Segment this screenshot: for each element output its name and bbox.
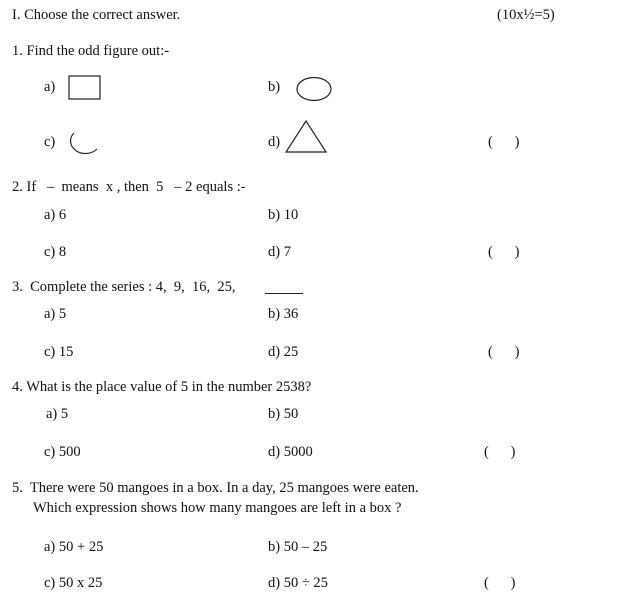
section-title: I. Choose the correct answer. [12,7,181,23]
q5-option-d: d) 50 ÷ 25 [268,575,328,591]
q3-option-d: d) 25 [268,344,299,360]
q1-option-a-label: a) [44,79,56,95]
q1-answer-parens[interactable]: ( ) [488,134,520,150]
question-4-text: 4. What is the place value of 5 in the number 2538? [12,379,312,395]
triangle-icon [284,119,328,155]
q1-option-c-label: c) [44,134,56,150]
q2-option-d: d) 7 [268,244,291,260]
q2-option-c: c) 8 [44,244,67,260]
q5-option-c: c) 50 x 25 [44,575,103,591]
q1-option-b-label: b) [268,79,281,95]
q1-option-d-label: d) [268,134,281,150]
q4-answer-parens[interactable]: ( ) [484,444,516,460]
question-5-text-line2: Which expression shows how many mangoes are left in a box ? [33,500,402,516]
q4-option-a: a) 5 [46,406,69,422]
oval-icon [295,75,333,103]
q2-option-b: b) 10 [268,207,299,223]
q4-option-d: d) 5000 [268,444,313,460]
q2-option-a: a) 6 [44,207,67,223]
marks-label: (10x½=5) [497,7,555,23]
q5-option-a: a) 50 + 25 [44,539,104,555]
q3-option-c: c) 15 [44,344,74,360]
q3-answer-parens[interactable]: ( ) [488,344,520,360]
answer-blank-line [265,293,303,294]
question-2-text: 2. If – means x , then 5 – 2 equals :- [12,179,246,195]
q3-option-a: a) 5 [44,306,67,322]
q4-option-b: b) 50 [268,406,299,422]
question-3-text: 3. Complete the series : 4, 9, 16, 25, [12,279,236,295]
q2-answer-parens[interactable]: ( ) [488,244,520,260]
open-arc-icon [62,127,102,159]
q4-option-c: c) 500 [44,444,81,460]
question-1-text: 1. Find the odd figure out:- [12,43,170,59]
square-icon [68,75,102,101]
q3-option-b: b) 36 [268,306,299,322]
question-5-text-line1: 5. There were 50 mangoes in a box. In a day, 25 mangoes were eaten. [12,480,419,496]
q5-option-b: b) 50 – 25 [268,539,328,555]
q5-answer-parens[interactable]: ( ) [484,575,516,591]
